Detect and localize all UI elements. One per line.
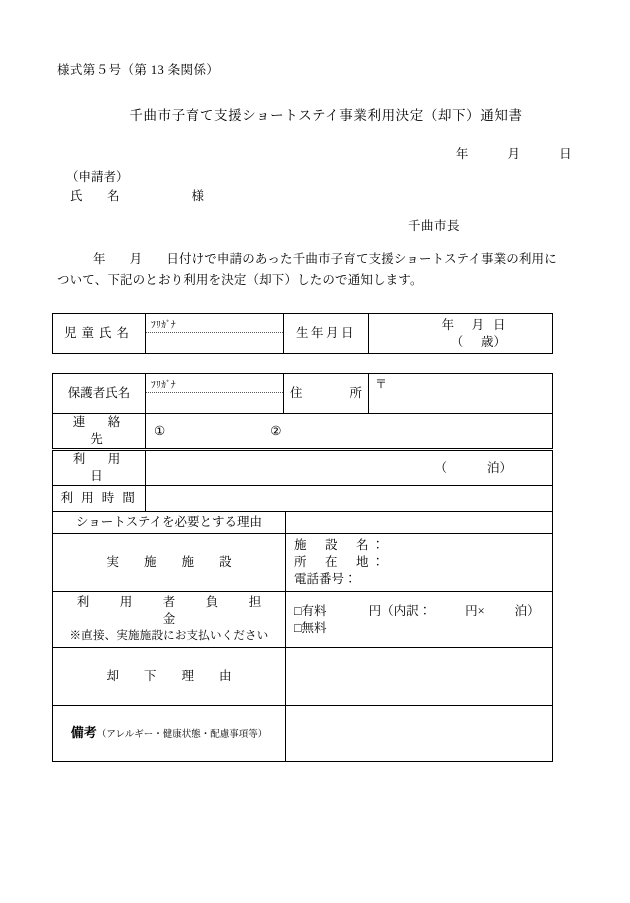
child-name-input[interactable]: [146, 333, 283, 349]
fee-field[interactable]: [286, 592, 553, 648]
issue-date-line: 年 月 日: [455, 147, 572, 161]
dob-year: 年: [441, 317, 455, 332]
dob-day: 日: [493, 317, 506, 332]
reason-label: ショートステイを必要とする理由: [53, 512, 286, 534]
fee-free-checkbox[interactable]: □無料: [294, 620, 327, 635]
applicant-name-label: 氏 名: [70, 189, 126, 203]
child-info-table: [52, 313, 553, 354]
contact-marker-1: ①: [154, 423, 166, 438]
child-dob-label: 生年月日: [284, 314, 369, 354]
fee-yen-times-label: 円×: [465, 603, 485, 618]
table-row: [53, 534, 553, 592]
body-month: 月: [129, 252, 143, 266]
table-row: [53, 486, 553, 512]
nights-unit: 泊）: [486, 460, 512, 475]
facility-phone-label: 電話番号：: [294, 572, 357, 586]
applicant-name-row: [70, 186, 204, 204]
guardian-name-label: 保護者氏名: [53, 374, 146, 414]
use-date-label: 利 用 日: [53, 451, 146, 486]
guardian-contact-label: 連 絡 先: [53, 414, 146, 449]
child-name-label: 児童氏名: [53, 314, 146, 354]
age-unit: 歳）: [480, 334, 506, 349]
body-sentence-1: 日付けで申請のあった千曲市子育て支援ショートステイ事業の利用に: [166, 252, 557, 266]
body-sentence-2: ついて、下記のとおり利用を決定（却下）したので通知します。: [57, 273, 423, 287]
table-row: [53, 374, 553, 414]
table-row: [53, 706, 553, 762]
remarks-label-sub: （アレルギー・健康状態・配慮事項等）: [96, 729, 268, 740]
dob-month: 月: [471, 317, 485, 332]
guardian-name-input[interactable]: [146, 393, 283, 409]
child-dob-ymd: [375, 317, 546, 334]
guardian-name-field[interactable]: [146, 374, 284, 414]
rejection-reason-label: 却 下 理 由: [53, 648, 286, 706]
table-row: [53, 414, 553, 449]
child-name-field[interactable]: [146, 314, 284, 354]
fee-label-note: ※直接、実施施設にお支払いください: [69, 630, 269, 642]
facility-name-label: 施 設 名：: [294, 538, 388, 552]
body-paragraph: [57, 249, 565, 291]
guardian-contact-field[interactable]: [146, 414, 553, 449]
use-date-field[interactable]: [146, 451, 553, 486]
guardian-address-label: 住 所: [284, 374, 369, 414]
decision-details-table: [52, 450, 553, 762]
table-row: [53, 592, 553, 648]
age-paren-open: （: [450, 334, 464, 349]
issuer-name: 千曲市長: [408, 219, 461, 233]
remarks-label: [53, 706, 286, 762]
child-furigana-label: ﾌﾘｶﾞﾅ: [146, 318, 283, 333]
table-row: [53, 314, 553, 354]
use-time-field[interactable]: [146, 486, 553, 512]
facility-address-label: 所 在 地：: [294, 555, 388, 569]
facility-field[interactable]: [286, 534, 553, 592]
fee-paid-row[interactable]: [294, 603, 544, 620]
rejection-reason-field[interactable]: [286, 648, 553, 706]
fee-yen-label: 円（内訳：: [368, 603, 432, 618]
contact-marker-2: ②: [270, 423, 282, 438]
guardian-address-field[interactable]: [369, 374, 553, 414]
fee-free-row[interactable]: [294, 620, 544, 637]
postal-mark-icon: 〒: [375, 377, 388, 391]
facility-label: 実 施 施 設: [53, 534, 286, 592]
child-dob-field[interactable]: [369, 314, 553, 354]
nights-paren-open: （: [434, 460, 447, 475]
remarks-label-main: 備考: [70, 724, 97, 740]
guardian-furigana-label: ﾌﾘｶﾞﾅ: [146, 378, 283, 393]
document-title: 千曲市子育て支援ショートステイ事業利用決定（却下）通知書: [129, 108, 523, 123]
body-year: 年: [93, 252, 106, 266]
fee-paid-checkbox[interactable]: □有料: [294, 603, 327, 618]
guardian-info-table: [52, 373, 553, 449]
applicant-label: （申請者）: [66, 170, 129, 184]
remarks-field[interactable]: [286, 706, 553, 762]
table-row: [53, 512, 553, 534]
use-time-label: 利 用 時 間: [53, 486, 146, 512]
child-age: [375, 334, 546, 351]
reason-field[interactable]: [286, 512, 553, 534]
fee-label-main: 利 用 者 負 担 金: [76, 595, 292, 626]
table-row: [53, 451, 553, 486]
fee-label: [53, 592, 292, 648]
form-number: 様式第５号（第 13 条関係）: [57, 63, 220, 77]
applicant-honorific: 様: [191, 189, 205, 203]
table-row: [53, 648, 553, 706]
fee-nights-label: 泊）: [514, 603, 540, 618]
